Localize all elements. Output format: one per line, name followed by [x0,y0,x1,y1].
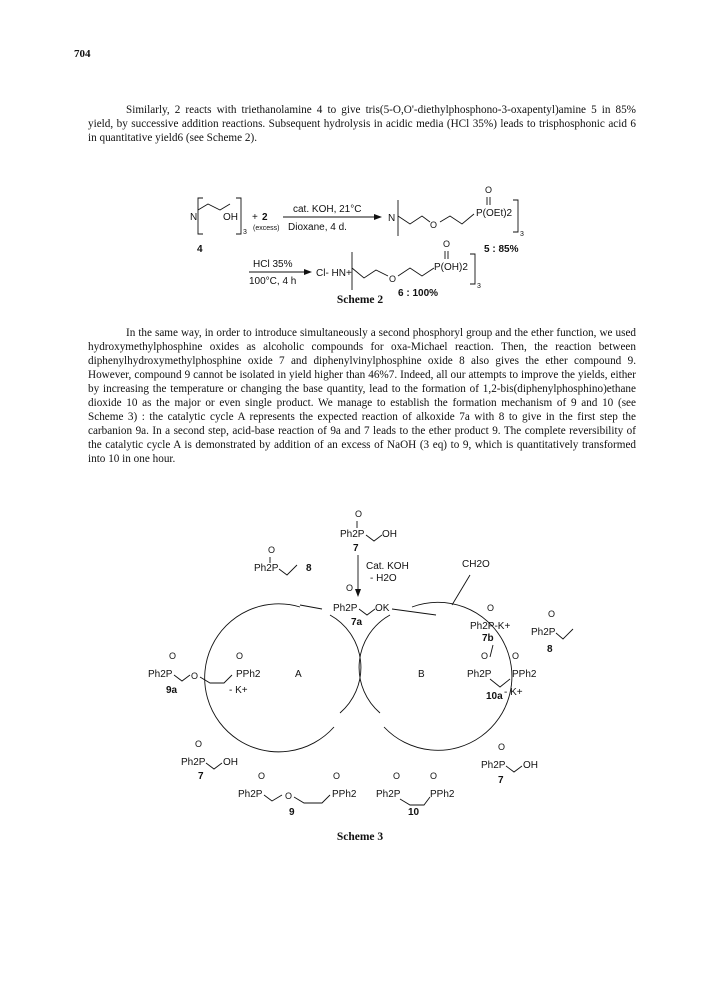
s3-ph2p-7-bl: Ph2P [181,757,206,768]
s3-label-7-bl: 7 [198,771,204,782]
s3-ph2p-8-right: Ph2P [531,627,556,638]
reagents-top: cat. KOH, 21°C [293,204,362,215]
n-atom-4: N [190,212,198,223]
s3-label-10a: 10a [486,691,503,702]
compound-2: 2 [262,212,268,223]
s3-o-10a-a: O [481,651,489,661]
s3-o-8-right: O [548,609,556,619]
s3-o-10-b: O [430,771,438,781]
s3-ch2-9a-a [174,675,190,681]
bracket-6-right [470,254,475,284]
s3-ch2-9-a [264,795,282,801]
s3-label-7-br: 7 [498,775,504,786]
s3-arrow-7b-down [490,645,493,657]
sub3-4: 3 [243,229,247,236]
s3-label-8-right: 8 [547,644,553,655]
s3-o-ether-9: O [285,791,293,801]
chain-5b [440,214,474,224]
scheme-3-caption: Scheme 3 [336,831,384,843]
s3-label-10: 10 [408,807,420,818]
paragraph-2-text: In the same way, in order to introduce simultaneously a second phosphoryl group and the ether function, we used hydroxymethylphosphine oxides as alcoholic compounds for oxa-Michael reaction. Then, the reaction between diphenylhydroxymethylphosphine oxide 7 and diphenylvinylphosphine oxide 8 also gives the ether compound 9. However, compound 9 cannot be isolated in yield higher than 46%7. Indeed, all our attempts to improve the yields, either by increasing the temperature or changing the base quantity, lead to the formation of 1,2-bis(diphenylphosphino)ethane dioxide 10 as the major or even single product. We manage to establish the formation mechanism of 9 and 10 (see Scheme 3) : the catalytic cycle A represents the expected reaction of alkoxide 7a with 8 to give in the first step the carbanion 9a. In a second step, acid-base reaction of 9a and 7 leads to the ether product 9. The complete reversibility of the catalytic cycle A is demonstrated by addition of an excess of NaOH (3 eq) to 9, which is quantitatively transformed into 10 in one hour. [88,327,636,465]
s3-pph2-9: PPh2 [332,789,357,800]
s3-ph2pk-7b: Ph2P-K+ [470,621,511,632]
s3-k-10a: - K+ [504,687,523,698]
s3-ch2-7-bl [206,763,222,769]
page-number: 704 [74,48,91,60]
reagents-bottom: Dioxane, 4 d. [288,222,347,233]
poh-group: P(OH)2 [434,262,468,273]
s3-cycle-b-label: B [418,669,425,680]
plus-sign: + [252,212,258,223]
s3-ph2p-7a: Ph2P [333,603,358,614]
s3-cycle-a-arc-right [330,615,361,713]
bracket-left [198,198,203,234]
s3-o-7b: O [487,603,495,613]
s3-vinyl-8-left [279,565,297,575]
s3-ph2p-9: Ph2P [238,789,263,800]
sub3-5: 3 [520,231,524,238]
s3-ph2p-7-br: Ph2P [481,760,506,771]
s3-arrow-7a-in [300,605,322,609]
s3-o-9-a: O [258,771,266,781]
s3-ok-7a: OK [375,603,390,614]
s3-o-7-bl: O [195,739,203,749]
s3-cycle-a-arc-left [205,604,334,752]
paragraph-1-text: Similarly, 2 reacts with triethanolamine 4 to give tris(5-O,O'-diethylphosphono-3-oxapentyl)amine 5 in 85% yield, by successive addition reactions. Subsequent hydrolysis in acidic media (HCl 35%) leads to trisphosphonic acid 6 in quantitative yield6 (see Scheme 2). [88,104,636,144]
arrow-1-head [374,214,382,220]
s3-vinyl-8-right [556,629,573,639]
cl-hn: Cl- HN+ [316,268,352,279]
n-atom-5: N [388,213,396,224]
s3-arrow-7b-in [392,609,436,615]
s3-arrow-ch2o [452,575,470,605]
scheme-3-figure [0,495,720,825]
scheme-2-figure [0,170,720,310]
s3-ch2-7-br [506,766,522,772]
s3-ch2-10a [490,679,510,687]
excess-label: (excess) [253,225,280,232]
oh-4: OH [223,212,238,223]
o-atom-6: O [389,274,397,284]
cond-label: 100°C, 4 h [249,276,297,287]
poet-group: P(OEt)2 [476,208,513,219]
chain-6b [398,268,434,276]
hcl-label: HCl 35% [253,259,293,270]
s3-arrow-koh-head [355,589,361,597]
s3-label-7b: 7b [482,633,494,644]
paragraph-1 [88,103,636,145]
s3-ch2-9-b [294,795,330,803]
s3-k-9a: - K+ [229,685,248,696]
s3-o-10-a: O [393,771,401,781]
s3-ph2p-10a: Ph2P [467,669,492,680]
s3-cat-koh: Cat. KOH [366,561,409,572]
s3-oh-7-br: OH [523,760,538,771]
po-o-5: O [485,185,493,195]
s3-cycle-b-arc-left [359,615,390,713]
s3-o-10a-b: O [512,651,520,661]
s3-label-7-top: 7 [353,543,359,554]
s3-label-9a: 9a [166,685,178,696]
s3-o-8-left: O [268,545,276,555]
s3-minus-h2o: - H2O [370,573,397,584]
s3-pph2-10: PPh2 [430,789,455,800]
s3-o-ether-9a: O [191,671,199,681]
label-6: 6 : 100% [398,288,439,299]
chain-6a [352,268,388,278]
s3-ph2p-9a: Ph2P [148,669,173,680]
s3-ph2p-8-left: Ph2P [254,563,279,574]
s3-ph2p-10: Ph2P [376,789,401,800]
s3-oh-7-top: OH [382,529,397,540]
arrow-2-head [304,269,312,275]
po-o-6: O [443,239,451,249]
s3-ch2-10 [400,797,430,805]
s3-o-7-br: O [498,742,506,752]
o-atom-5: O [430,220,438,230]
chain-4 [198,204,230,210]
s3-o-9a-b: O [236,651,244,661]
s3-label-8-left: 8 [306,563,312,574]
s3-o-9a-a: O [169,651,177,661]
s3-o-7-top: O [355,509,363,519]
s3-ch2-7-top [366,535,382,541]
chain-5a [398,216,430,224]
s3-cycle-a-label: A [295,669,302,680]
paragraph-2 [88,326,636,466]
s3-ch2o: CH2O [462,559,490,570]
s3-pph2-9a: PPh2 [236,669,261,680]
s3-label-9: 9 [289,807,295,818]
label-5: 5 : 85% [484,244,519,255]
s3-ph2p-7-top: Ph2P [340,529,365,540]
s3-o-7a: O [346,583,354,593]
label-4: 4 [197,244,203,255]
bracket-5-right [513,200,518,232]
s3-o-9-b: O [333,771,341,781]
scheme-2-caption: Scheme 2 [336,294,384,306]
s3-ch2-7a [359,609,375,615]
s3-pph2-10a: PPh2 [512,669,537,680]
sub3-6: 3 [477,283,481,290]
s3-label-7a: 7a [351,617,363,628]
s3-oh-7-bl: OH [223,757,238,768]
